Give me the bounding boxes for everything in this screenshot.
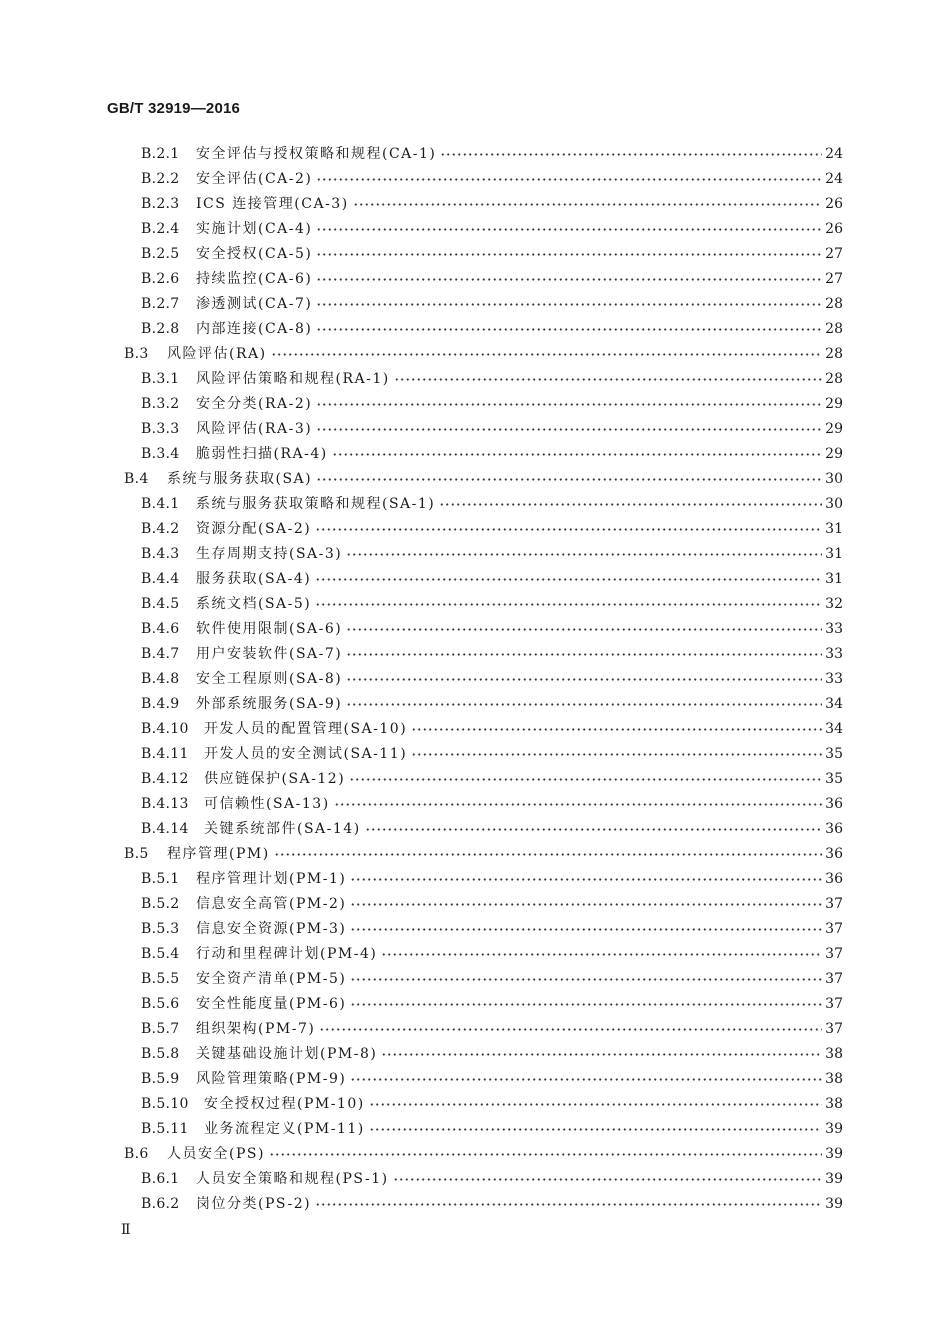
dot-leader [346,667,822,692]
toc-entry-number: B.6 [124,1146,149,1162]
toc-entry-title: 渗透测试(CA-7) [196,292,314,317]
toc-entry[interactable] [0,692,950,717]
toc-entry-title: 生存周期支持(SA-3) [196,542,344,567]
toc-entry-page: 35 [825,771,843,787]
dot-leader [346,642,822,667]
toc-entry-page: 34 [825,696,843,712]
toc-entry-page: 34 [825,721,843,737]
toc-entry-number: B.2.5 [141,246,180,262]
dot-leader [316,292,822,317]
toc-entry[interactable] [0,817,950,842]
toc-entry-title: 安全资产清单(PM-5) [196,967,348,992]
toc-entry[interactable] [0,467,950,492]
toc-entry-number: B.6.1 [141,1171,180,1187]
dot-leader [394,367,822,392]
toc-entry-number: B.4.11 [141,746,189,762]
toc-entry-title: 人员安全策略和规程(PS-1) [196,1167,391,1192]
toc-entry-page: 33 [825,646,843,662]
dot-leader [440,142,822,167]
toc-entry-page: 35 [825,746,843,762]
toc-entry-page: 37 [825,896,843,912]
toc-entry-number: B.5.10 [141,1096,189,1112]
toc-entry-page: 37 [825,971,843,987]
toc-entry[interactable] [0,292,950,317]
toc-entry-number: B.5.3 [141,921,180,937]
toc-entry-title: 软件使用限制(SA-6) [196,617,344,642]
toc-entry[interactable] [0,1067,950,1092]
toc-entry-number: B.4.2 [141,521,180,537]
toc-entry-number: B.2.2 [141,171,180,187]
toc-entry-number: B.4.10 [141,721,189,737]
toc-entry[interactable] [0,1092,950,1117]
dot-leader [316,242,822,267]
toc-entry[interactable] [0,542,950,567]
dot-leader [350,867,822,892]
toc-entry-page: 33 [825,621,843,637]
toc-entry[interactable] [0,592,950,617]
dot-leader [439,492,822,517]
toc-entry-number: B.2.8 [141,321,180,337]
toc-entry[interactable] [0,417,950,442]
toc-entry-title: 安全性能度量(PM-6) [196,992,348,1017]
toc-entry[interactable] [0,642,950,667]
toc-entry-number: B.5.2 [141,896,180,912]
toc-entry-title: 关键系统部件(SA-14) [204,817,363,842]
toc-entry-number: B.4.9 [141,696,180,712]
toc-entry-page: 38 [825,1046,843,1062]
toc-entry-title: 业务流程定义(PM-11) [204,1117,367,1142]
standard-code-header: GB/T 32919—2016 [107,100,241,117]
toc-entry[interactable] [0,967,950,992]
dot-leader [381,1042,822,1067]
toc-entry-number: B.5.6 [141,996,180,1012]
toc-entry[interactable] [0,1192,950,1217]
toc-entry-page: 39 [825,1196,843,1212]
toc-entry-title: 外部系统服务(SA-9) [196,692,344,717]
toc-entry-title: 行动和里程碑计划(PM-4) [196,942,379,967]
toc-entry[interactable] [0,1117,950,1142]
dot-leader [381,942,822,967]
toc-entry-page: 31 [825,521,843,537]
toc-entry[interactable] [0,1142,950,1167]
toc-entry-number: B.4.7 [141,646,180,662]
toc-entry-number: B.5.5 [141,971,180,987]
toc-entry-title: 资源分配(SA-2) [196,517,313,542]
dot-leader [369,1117,822,1142]
toc-entry-title: 系统文档(SA-5) [196,592,313,617]
dot-leader [316,392,822,417]
toc-entry-page: 36 [825,846,843,862]
toc-entry[interactable] [0,242,950,267]
toc-entry[interactable] [0,1042,950,1067]
toc-entry-page: 28 [825,321,843,337]
toc-entry-page: 37 [825,946,843,962]
toc-entry-page: 38 [825,1096,843,1112]
dot-leader [350,1067,822,1092]
toc-entry[interactable] [0,167,950,192]
toc-entry-title: 风险评估(RA) [167,342,269,367]
dot-leader [334,792,822,817]
toc-entry[interactable] [0,367,950,392]
dot-leader [350,967,822,992]
toc-entry[interactable] [0,867,950,892]
toc-entry-number: B.5 [124,846,149,862]
dot-leader [316,167,822,192]
toc-entry[interactable] [0,892,950,917]
toc-entry-title: 持续监控(CA-6) [196,267,314,292]
toc-entry-title: 内部连接(CA-8) [196,317,314,342]
toc-entry-title: 程序管理(PM) [167,842,272,867]
toc-entry[interactable] [0,392,950,417]
toc-entry-title: 安全授权(CA-5) [196,242,314,267]
toc-entry-title: 实施计划(CA-4) [196,217,314,242]
toc-entry-number: B.5.7 [141,1021,180,1037]
dot-leader [365,817,822,842]
dot-leader [315,517,822,542]
toc-entry-title: 系统与服务获取策略和规程(SA-1) [196,492,437,517]
toc-entry[interactable] [0,1017,950,1042]
toc-entry-title: 用户安装软件(SA-7) [196,642,344,667]
dot-leader [411,742,822,767]
toc-entry-title: 系统与服务获取(SA) [167,467,314,492]
dot-leader [349,767,822,792]
toc-entry-page: 39 [825,1121,843,1137]
toc-entry-number: B.5.4 [141,946,180,962]
toc-entry-title: 开发人员的安全测试(SA-11) [204,742,409,767]
toc-entry-title: 人员安全(PS) [167,1142,267,1167]
toc-entry-title: 安全评估(CA-2) [196,167,314,192]
toc-entry-number: B.2.3 [141,196,180,212]
toc-entry-number: B.6.2 [141,1196,180,1212]
toc-entry-page: 37 [825,1021,843,1037]
toc-entry-title: 服务获取(SA-4) [196,567,313,592]
toc-entry-page: 36 [825,796,843,812]
toc-entry-title: 安全评估与授权策略和规程(CA-1) [196,142,438,167]
dot-leader [315,567,822,592]
toc-entry-page: 27 [825,271,843,287]
toc-entry-page: 26 [825,196,843,212]
toc-entry-number: B.3.1 [141,371,180,387]
toc-entry-page: 27 [825,246,843,262]
toc-entry-title: 脆弱性扫描(RA-4) [196,442,330,467]
toc-entry[interactable] [0,617,950,642]
toc-entry-title: 信息安全高管(PM-2) [196,892,348,917]
toc-entry-page: 33 [825,671,843,687]
toc-entry-number: B.4.1 [141,496,180,512]
toc-entry-page: 39 [825,1171,843,1187]
toc-entry-title: 信息安全资源(PM-3) [196,917,348,942]
toc-entry-page: 31 [825,546,843,562]
toc-entry[interactable] [0,517,950,542]
toc-entry-number: B.4.14 [141,821,189,837]
toc-entry-page: 28 [825,346,843,362]
toc-entry-number: B.5.8 [141,1046,180,1062]
toc-entry-number: B.4.13 [141,796,189,812]
toc-entry-title: 安全授权过程(PM-10) [204,1092,367,1117]
toc-entry-page: 37 [825,921,843,937]
table-of-contents [0,142,950,1217]
toc-entry[interactable] [0,742,950,767]
toc-entry-number: B.2.7 [141,296,180,312]
toc-entry-title: 供应链保护(SA-12) [204,767,347,792]
dot-leader [316,217,822,242]
toc-entry-title: 风险管理策略(PM-9) [196,1067,348,1092]
dot-leader [346,542,822,567]
toc-entry-number: B.5.1 [141,871,180,887]
dot-leader [332,442,822,467]
toc-entry-number: B.3.3 [141,421,180,437]
toc-entry-page: 29 [825,421,843,437]
dot-leader [350,992,822,1017]
toc-entry-number: B.4.6 [141,621,180,637]
dot-leader [350,917,822,942]
dot-leader [316,317,822,342]
toc-entry-page: 29 [825,396,843,412]
toc-entry[interactable] [0,792,950,817]
toc-entry[interactable] [0,442,950,467]
toc-entry-page: 31 [825,571,843,587]
toc-entry[interactable] [0,142,950,167]
toc-entry-title: 风险评估策略和规程(RA-1) [196,367,392,392]
toc-entry-page: 32 [825,596,843,612]
toc-entry[interactable] [0,1167,950,1192]
toc-entry-title: 岗位分类(PS-2) [196,1192,313,1217]
page-number-footer: Ⅱ [121,1222,131,1238]
toc-entry[interactable] [0,842,950,867]
toc-entry-page: 26 [825,221,843,237]
dot-leader [274,842,822,867]
dot-leader [315,592,822,617]
toc-entry-number: B.3.4 [141,446,180,462]
toc-entry-title: 风险评估(RA-3) [196,417,314,442]
toc-entry[interactable] [0,667,950,692]
toc-entry-number: B.4.5 [141,596,180,612]
toc-entry-page: 29 [825,446,843,462]
toc-entry-number: B.2.1 [141,146,180,162]
toc-entry[interactable] [0,917,950,942]
dot-leader [269,1142,822,1167]
dot-leader [393,1167,822,1192]
toc-entry[interactable] [0,317,950,342]
toc-entry-page: 36 [825,871,843,887]
toc-entry-number: B.4.12 [141,771,189,787]
toc-entry-number: B.2.6 [141,271,180,287]
dot-leader [316,417,822,442]
dot-leader [346,617,822,642]
toc-entry[interactable] [0,342,950,367]
toc-entry[interactable] [0,267,950,292]
dot-leader [350,892,822,917]
toc-entry-page: 30 [825,496,843,512]
toc-entry-page: 38 [825,1071,843,1087]
toc-entry-number: B.2.4 [141,221,180,237]
toc-entry[interactable] [0,992,950,1017]
toc-entry-page: 39 [825,1146,843,1162]
toc-entry[interactable] [0,767,950,792]
dot-leader [353,192,822,217]
toc-entry[interactable] [0,942,950,967]
toc-entry[interactable] [0,192,950,217]
toc-entry-page: 36 [825,821,843,837]
toc-entry-number: B.4.4 [141,571,180,587]
toc-entry-title: 安全工程原则(SA-8) [196,667,344,692]
toc-entry-title: 程序管理计划(PM-1) [196,867,348,892]
dot-leader [319,1017,822,1042]
toc-entry-number: B.4.3 [141,546,180,562]
toc-entry-title: 可信赖性(SA-13) [204,792,332,817]
toc-entry-number: B.4 [124,471,149,487]
toc-entry-title: 安全分类(RA-2) [196,392,314,417]
dot-leader [271,342,822,367]
toc-entry-page: 37 [825,996,843,1012]
toc-entry-number: B.5.9 [141,1071,180,1087]
toc-entry-number: B.3 [124,346,149,362]
toc-entry-page: 28 [825,296,843,312]
toc-entry-number: B.5.11 [141,1121,189,1137]
toc-entry[interactable] [0,567,950,592]
dot-leader [315,1192,822,1217]
toc-entry-number: B.4.8 [141,671,180,687]
toc-entry-number: B.3.2 [141,396,180,412]
dot-leader [411,717,822,742]
toc-entry-title: 开发人员的配置管理(SA-10) [204,717,409,742]
dot-leader [369,1092,822,1117]
toc-entry[interactable] [0,217,950,242]
toc-entry-page: 24 [825,171,843,187]
dot-leader [316,267,822,292]
toc-entry-title: ICS 连接管理(CA-3) [196,192,351,217]
toc-entry[interactable] [0,492,950,517]
toc-entry-page: 24 [825,146,843,162]
toc-entry-page: 28 [825,371,843,387]
toc-entry[interactable] [0,717,950,742]
dot-leader [316,467,822,492]
toc-entry-title: 关键基础设施计划(PM-8) [196,1042,379,1067]
toc-entry-page: 30 [825,471,843,487]
dot-leader [346,692,822,717]
toc-entry-title: 组织架构(PM-7) [196,1017,317,1042]
